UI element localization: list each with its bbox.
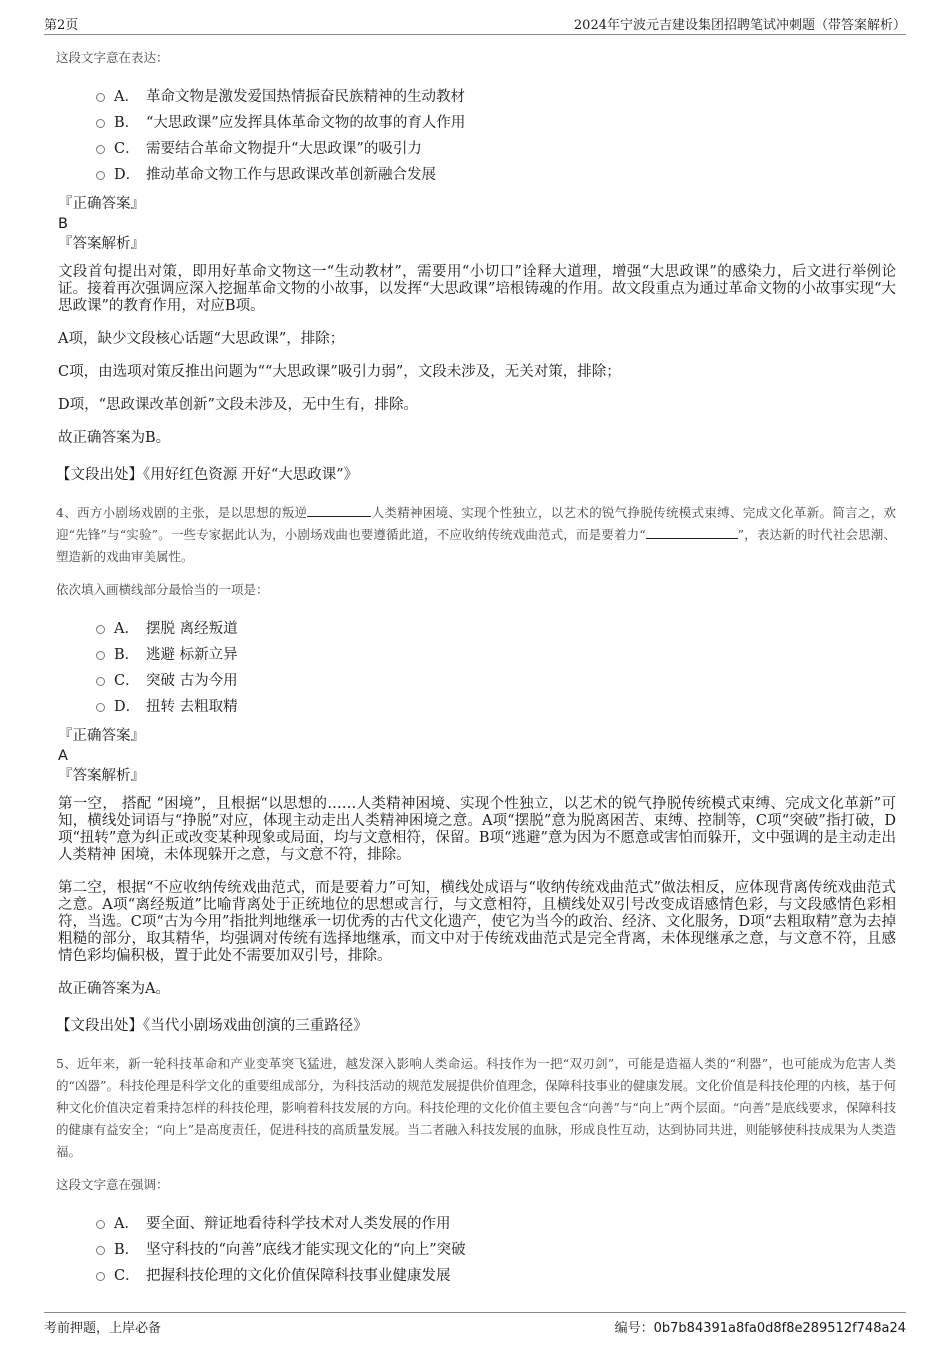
radio-icon[interactable] (96, 171, 105, 180)
radio-icon[interactable] (96, 1246, 105, 1255)
analysis-paragraph: 文段首句提出对策，即用好革命文物这一“生动教材”，需要用“小切口”诠释大道理，增强“大思政课”的感染力，后文进行举例论证。接着再次强调应深入挖掘革命文物的小故事，以发挥“大思政课”培根铸魂的作用。故文段重点为通过革命文物的小故事实现“大思政课”的教育作用，对应B项。 (58, 264, 896, 314)
radio-icon[interactable] (96, 625, 105, 634)
radio-icon[interactable] (96, 1220, 105, 1229)
option-text: 摆脱 离经叛道 (146, 621, 238, 637)
serial-number: 0b7b84391a8fa0d8f8e289512f748a24 (653, 1321, 906, 1336)
option-key: C． (114, 141, 140, 157)
main-content (56, 44, 896, 1295)
radio-icon[interactable] (96, 93, 105, 102)
source-citation: 【文段出处】《用好红色资源 开好“大思政课”》 (56, 467, 359, 483)
option-b[interactable] (56, 110, 896, 136)
analysis-paragraph: C项，由选项对策反推出问题为““大思政课”吸引力弱”，文段未涉及，无关对策，排除； (58, 364, 621, 380)
option-text: 要全面、辩证地看待科学技术对人类发展的作用 (146, 1216, 451, 1232)
option-text: 逃避 标新立异 (146, 647, 238, 663)
option-key: D． (114, 699, 141, 715)
option-key: D． (114, 167, 141, 183)
question-5 (56, 1053, 896, 1289)
option-a[interactable] (56, 84, 896, 110)
option-key: A． (114, 89, 139, 105)
option-text: 扭转 去粗取精 (146, 699, 238, 715)
stem-text: 4、西方小剧场戏剧的主张，是以思想的叛逆 (56, 505, 308, 520)
option-key: B． (114, 115, 140, 131)
radio-icon[interactable] (96, 145, 105, 154)
option-key: A． (114, 621, 139, 637)
analysis-paragraph: 故正确答案为B。 (58, 430, 171, 446)
option-text: 把握科技伦理的文化价值保障科技事业健康发展 (146, 1268, 451, 1284)
analysis-paragraph: A项，缺少文段核心话题“大思政课”，排除； (58, 331, 345, 347)
footer-serial (615, 1317, 906, 1336)
option-d[interactable] (56, 162, 896, 188)
option-text: 需要结合革命文物提升“大思政课”的吸引力 (146, 141, 422, 157)
analysis-label: 『答案解析』 (58, 768, 145, 784)
options-list (56, 84, 896, 188)
footer-slogan: 考前押题，上岸必备 (44, 1321, 162, 1336)
question-prompt: 这段文字意在强调： (56, 1177, 169, 1192)
analysis-body (58, 796, 896, 998)
radio-icon[interactable] (96, 119, 105, 128)
option-b[interactable] (56, 1237, 896, 1263)
analysis-label: 『答案解析』 (58, 236, 145, 252)
answer-label: 『正确答案』 (58, 196, 145, 212)
option-key: B． (114, 1242, 140, 1258)
fill-blank-2 (646, 524, 738, 539)
page-number: 第2页 (44, 18, 79, 33)
answer-value: B (58, 216, 68, 232)
page-header (44, 14, 906, 35)
option-text: 坚守科技的“向善”底线才能实现文化的“向上”突破 (146, 1242, 466, 1258)
fill-blank-1 (307, 502, 371, 517)
option-d[interactable] (56, 694, 896, 720)
option-c[interactable] (56, 668, 896, 694)
option-a[interactable] (56, 616, 896, 642)
question-stem: 5、近年来，新一轮科技革命和产业变革突飞猛进，越发深入影响人类命运。科技作为一把“双刃剑”，可能是造福人类的“利器”，也可能成为危害人类的“凶器”。科技伦理是科学文化的重要组成部分，为科技活动的规范发展提供价值理念，保障科技事业的健康发展。文化价值是科技伦理的内核，基于何种文化价值决定着秉持怎样的科技伦理，影响着科技发展的方向。科技伦理的文化价值主要包含“向善”与“向上”两个层面。“向善”是底线要求，保障科技的健康有益安全；“向上”是高度责任，促进科技的高质量发展。当二者融入科技发展的血脉，形成良性互动，达到协同共进，则能够使科技成果为人类造福。 (56, 1056, 896, 1159)
option-text: 推动革命文物工作与思政课改革创新融合发展 (146, 167, 436, 183)
analysis-paragraph: D项，“思政课改革创新”文段未涉及，无中生有，排除。 (58, 397, 418, 413)
option-key: C． (114, 673, 140, 689)
source-citation: 【文段出处】《当代小剧场戏曲创演的三重路径》 (56, 1018, 368, 1034)
question-prompt: 这段文字意在表达： (56, 50, 169, 65)
option-key: A． (114, 1216, 139, 1232)
question-4 (56, 502, 896, 1035)
option-c[interactable] (56, 136, 896, 162)
analysis-body (58, 264, 896, 447)
option-a[interactable] (56, 1211, 896, 1237)
option-text: 革命文物是激发爱国热情振奋民族精神的生动教材 (146, 89, 465, 105)
page-footer (44, 1312, 906, 1336)
question-stem (56, 502, 896, 568)
radio-icon[interactable] (96, 1272, 105, 1281)
analysis-paragraph: 故正确答案为A。 (58, 981, 170, 997)
option-text: “大思政课”应发挥具体革命文物的故事的育人作用 (146, 115, 466, 131)
options-list (56, 616, 896, 720)
serial-label: 编号： (614, 1321, 654, 1336)
stem-text: 人类精神困境、实现个性独立，以艺术的锐气挣脱传统模式束缚、完成文化革新。简言之，欢迎“先锋”与“实验”。一些专家据此认为，小剧场戏曲也要遵循此道，不应收纳传统戏曲范式，而是要着力“ (56, 505, 896, 542)
option-text: 突破 古为今用 (146, 673, 238, 689)
document-title: 2024年宁波元吉建设集团招聘笔试冲刺题（带答案解析） (573, 18, 906, 33)
option-c[interactable] (56, 1263, 896, 1289)
analysis-paragraph: 第二空，根据“不应收纳传统戏曲范式，而是要着力”可知，横线处成语与“收纳传统戏曲范式”做法相反，应体现背离传统戏曲范式之意。A项“离经叛道”比喻背离处于正统地位的思想或言行，与文意相符，且横线处双引号改变成语感情色彩，与文段感情色彩相符，当选。C项“古为今用”指批判地继承一切优秀的古代文化遗产，使它为当今的政治、经济、文化服务，D项“去粗取精”意为去掉粗糙的部分，取其精华，均强调对传统有选择地继承，而文中对于传统戏曲范式是完全背离，未体现继承之意，与文意不符，且感情色彩均偏积极，置于此处不需要加双引号，排除。 (58, 880, 896, 964)
answer-label: 『正确答案』 (58, 728, 145, 744)
answer-value: A (58, 748, 68, 764)
options-list (56, 1211, 896, 1289)
question-prompt: 依次填入画横线部分最恰当的一项是： (56, 582, 269, 597)
radio-icon[interactable] (96, 703, 105, 712)
analysis-paragraph: 第一空， 搭配 “困境”，且根据“以思想的……人类精神困境、实现个性独立，以艺术的锐气挣脱传统模式束缚、完成文化革新”可知，横线处词语与“挣脱”对应，体现主动走出人类精神困境之意。A项“摆脱”意为脱离困苦、束缚、控制等，C项“突破”指打破，D项“扭转”意为纠正或改变某种现象或局面，均与文意相符，保留。B项“逃避”意为因为不愿意或害怕而躲开，文中强调的是主动走出 人类精神 困境，未体现躲开之意，与文意不符，排除。 (58, 796, 896, 863)
radio-icon[interactable] (96, 677, 105, 686)
option-key: B． (114, 647, 140, 663)
option-b[interactable] (56, 642, 896, 668)
question-3 (56, 48, 896, 484)
stem-text: ”，表达新的时代社会思潮、塑造新的戏曲审美属性。 (56, 527, 896, 564)
radio-icon[interactable] (96, 651, 105, 660)
option-key: C． (114, 1268, 140, 1284)
